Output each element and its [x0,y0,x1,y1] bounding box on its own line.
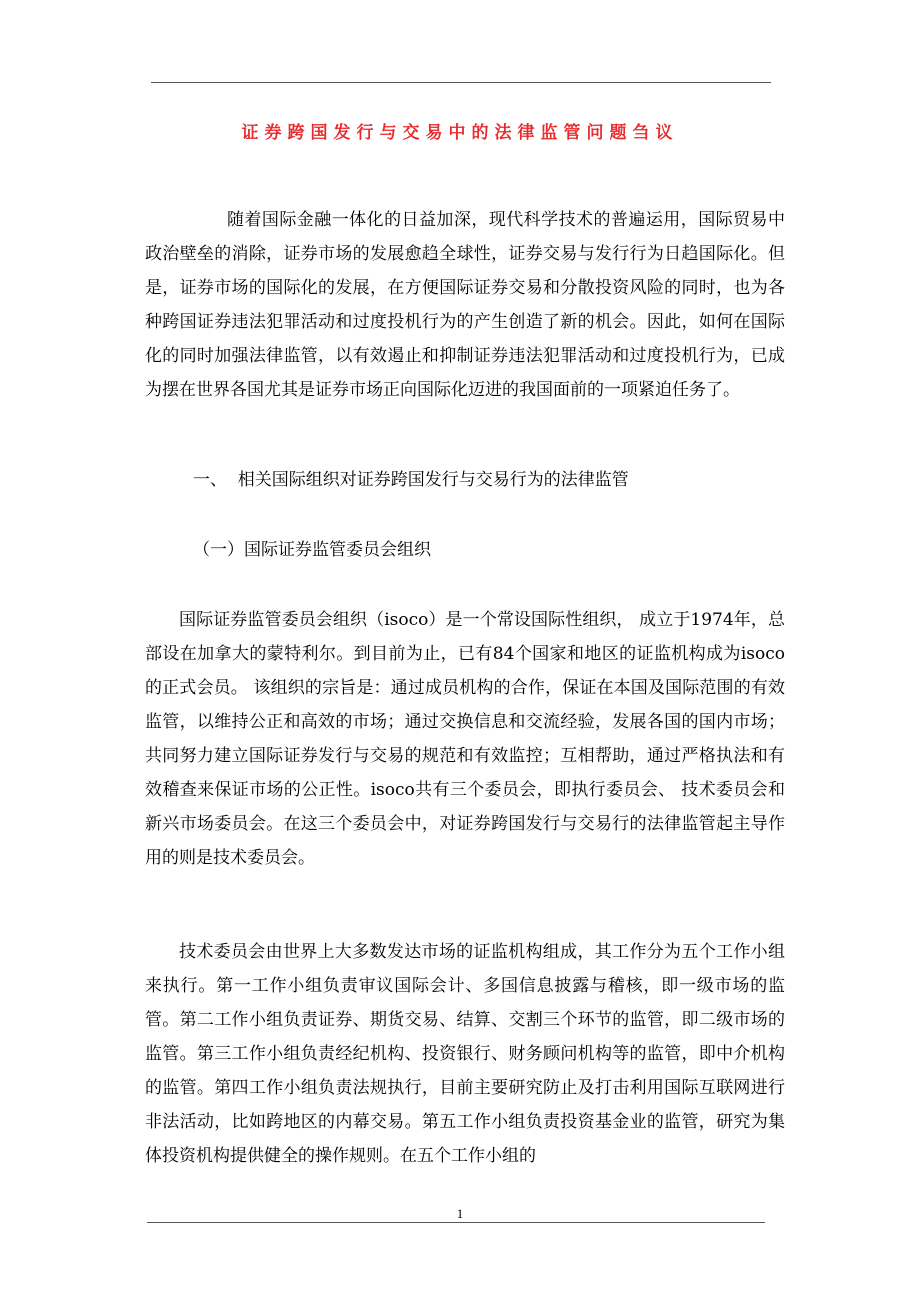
page-number: 1 [456,1206,464,1221]
intro-paragraph [145,203,785,407]
subsection-heading: （一）国际证券监管委员会组织 [193,540,431,560]
section-heading: 一、 相关国际组织对证券跨国发行与交易行为的法律监管 [193,470,629,490]
header-rule [151,82,771,83]
technical-committee-paragraph: 技术委员会由世界上大多数发达市场的证监机构组成，其工作分为五个工作小组来执行。第一工作小组负责审议国际会计、多国信息披露与稽核，即一级市场的监管。第二工作小组负责证券、期货交易、结算、交割三个环节的监管，即二级市场的监管。第三工作小组负责经纪机构、投资银行、财务顾问机构等的监管，即中介机构的监管。第四工作小组负责法规执行，目前主要研究防止及打击利用国际互联网进行非法活动，比如跨地区的内幕交易。第五工作小组负责投资基金业的监管，研究为集体投资机构提供健全的操作规则。在五个工作小组的 [145,942,785,1166]
intro-text: 随着国际金融一体化的日益加深，现代科学技术的普遍运用，国际贸易中政治壁垒的消除，证券市场的发展愈趋全球性，证券交易与发行行为日趋国际化。但是，证券市场的国际化的发展，在方便国际证券交易和分散投资风险的同时，也为各种跨国证券违法犯罪活动和过度投机行为的产生创造了新的机会。因此，如何在国际化的同时加强法律监管，以有效遏止和抑制证券违法犯罪活动和过度投机行为，已成为摆在世界各国尤其是证券市场正向国际化迈进的我国面前的一项紧迫任务了。 [145,210,785,400]
isoco-paragraph: 国际证券监管委员会组织（isoco）是一个常设国际性组织， 成立于1974年，总部设在加拿大的蒙特利尔。到目前为止，已有84个国家和地区的证监机构成为isoco的正式会员。 该组织的宗旨是：通过成员机构的合作，保证在本国及国际范围的有效监管，以维持公正和高效的市场；通过交换信息和交流经验，发展各国的国内市场；共同努力建立国际证券发行与交易的规范和有效监控；互相帮助，通过严格执法和有效稽查来保证市场的公正性。isoco共有三个委员会，即执行委员会、 技术委员会和新兴市场委员会。在这三个委员会中，对证券跨国发行与交易行的法律监管起主导作用的则是技术委员会。 [145,610,785,868]
intro-indent [145,210,227,230]
footer-rule [147,1222,765,1223]
document-title: 证券跨国发行与交易中的法律监管问题刍议 [241,123,679,143]
